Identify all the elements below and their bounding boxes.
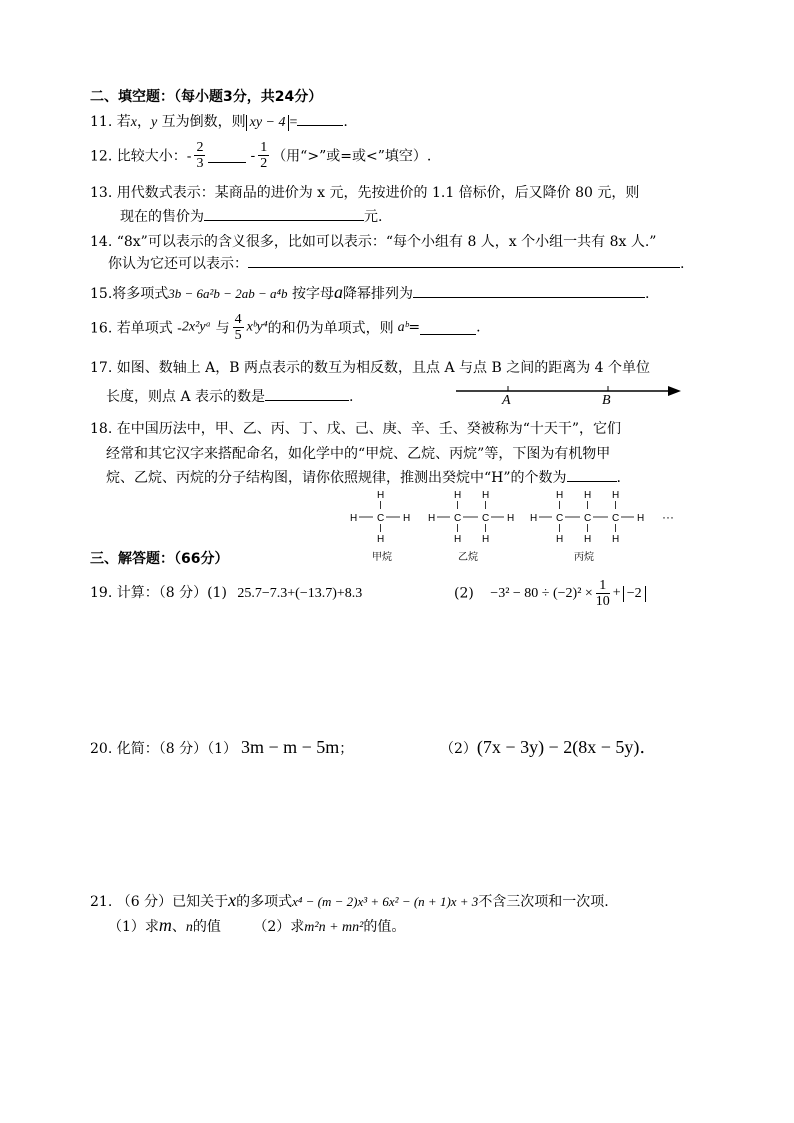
q20-expression-2: (7x − 3y) − 2(8x − 5y) [476, 737, 640, 757]
q16-eq: = [408, 319, 421, 336]
q20-prefix: 20. 化简：（8 分）（1） [90, 741, 237, 757]
q15-post: 降幂排列为 [342, 286, 413, 302]
section-fill-heading: 二、填空题：（每小题3分，共24分） [90, 89, 323, 105]
q12-prefix: 12. 比较大小：- [90, 148, 192, 165]
atom-h: H [350, 513, 358, 524]
svg-text:C: C [556, 513, 564, 524]
q11-mid: 互为倒数，则 [157, 114, 246, 130]
ethane-structure [428, 490, 514, 545]
question-18-line3 [106, 467, 621, 487]
svg-text:C: C [482, 513, 490, 524]
q20-expression-1: 3m − m − 5m [240, 737, 340, 757]
q16-frac-den: 5 [234, 328, 242, 343]
q19-expression-2: −3² − 80 ÷ (−2)² × [490, 585, 593, 601]
question-14: 14. “8x”可以表示的含义很多，比如可以表示：“每个小组有 8 人，x 个小组一共有 8x 人.” [90, 234, 657, 250]
q17-end: . [349, 389, 354, 405]
svg-text:C: C [584, 513, 592, 524]
q11-x: x [130, 115, 137, 130]
q16-answer-blank[interactable] [420, 320, 476, 335]
svg-text:H: H [612, 534, 620, 545]
q19-abs-value: −2 [623, 586, 646, 602]
q18-line3-text: 烷、乙烷、丙烷的分子结构图，请你依照规律，推测出癸烷中“H”的个数为 [106, 470, 567, 486]
svg-text:H: H [556, 490, 564, 501]
q19-plus: + [612, 585, 621, 601]
q15-letter-a: a [333, 282, 343, 302]
q16-and: 与 [215, 320, 230, 337]
q16-a-power-b: aᵇ [397, 319, 409, 335]
point-a-label: A [502, 393, 511, 408]
svg-text:H: H [530, 513, 538, 524]
alkane-structure-diagram [340, 486, 690, 566]
question-16 [90, 312, 481, 343]
q15-mid: 按字母 [291, 286, 334, 302]
svg-text:H: H [556, 534, 564, 545]
question-20-part2 [440, 737, 645, 758]
q21-sub1-prefix: （1）求 [108, 919, 159, 935]
q12-f1-den: 3 [196, 156, 204, 171]
methane-label: 甲烷 [372, 552, 392, 563]
q20-semicolon: ； [339, 741, 354, 757]
q20-end: . [639, 737, 646, 758]
q19-frac-den: 10 [595, 594, 610, 609]
question-13: 13. 用代数式表示：某商品的进价为 x 元，先按进价的 1.1 倍标价，后又降价 80 元，则 [90, 185, 640, 201]
q19-part2-label: (2) [454, 585, 474, 602]
svg-text:H: H [428, 513, 436, 524]
q13-line2-text: 现在的售价为 [120, 209, 204, 225]
svg-text:H: H [454, 490, 462, 501]
question-20 [90, 737, 353, 758]
q21-sep: 、 [171, 919, 186, 935]
q19-fraction [596, 578, 610, 609]
q16-monomial-2: xᵇy⁴ [246, 319, 268, 335]
propane-label: 丙烷 [574, 552, 594, 563]
q12-minus: - [250, 147, 256, 164]
q11-sep: ， [136, 114, 151, 130]
q14-end: . [680, 256, 685, 272]
q15-prefix: 15.将多项式 [90, 286, 169, 302]
propane-structure [530, 490, 644, 545]
q17-line2-text: 长度，则点 A 表示的数是 [106, 389, 266, 405]
q12-instruction: （用“>”或=或<”填空）. [272, 148, 432, 165]
q12-f1-num: 2 [196, 140, 204, 155]
q16-frac-num: 4 [234, 312, 242, 327]
svg-text:H: H [482, 534, 490, 545]
svg-text:H: H [637, 513, 645, 524]
q16-fraction [233, 312, 244, 343]
q11-answer-blank[interactable] [297, 111, 343, 126]
svg-text:C: C [454, 513, 462, 524]
q11-end: . [343, 114, 348, 130]
svg-text:H: H [454, 534, 462, 545]
q16-post: 的和仍为单项式，则 [267, 320, 394, 337]
number-line-diagram [452, 380, 684, 410]
q18-answer-blank[interactable] [567, 467, 617, 482]
question-17-line2 [106, 386, 353, 406]
question-21 [90, 890, 609, 911]
q16-monomial-1: 2x²yᵃ [181, 319, 212, 335]
number-line-arrow-icon [668, 386, 681, 396]
atom-h: H [377, 534, 385, 545]
q19-prefix: 19. 计算：（8 分）(1) [90, 585, 227, 601]
q13-answer-blank[interactable] [204, 206, 364, 221]
q20-part2-label: （2） [440, 741, 477, 757]
q12-f2-num: 1 [260, 140, 268, 155]
atom-h: H [403, 513, 411, 524]
question-17: 17. 如图、数轴上 A，B 两点表示的数互为相反数，且点 A 与点 B 之间的距离为 4 个单位 [90, 360, 651, 376]
svg-text:H: H [584, 490, 592, 501]
svg-text:H: H [507, 513, 515, 524]
q12-fraction-2 [258, 140, 269, 171]
q14-line2-text: 你认为它还可以表示： [108, 256, 248, 272]
q21-post: 不含三次项和一次项. [478, 894, 609, 910]
question-19-part2 [454, 578, 646, 609]
continuation-dots: ··· [662, 510, 674, 524]
q13-unit: 元. [364, 209, 383, 225]
section-solve-heading: 三、解答题：（66分） [90, 551, 229, 567]
q11-prefix: 11. 若 [90, 114, 131, 130]
question-19 [90, 582, 362, 602]
q16-prefix: 16. 若单项式 - [90, 320, 182, 337]
q17-answer-blank[interactable] [265, 386, 349, 401]
q15-end: . [644, 286, 650, 302]
q21-x: x [228, 890, 237, 910]
svg-text:H: H [482, 490, 490, 501]
q21-sub2-prefix: （2）求 [253, 919, 305, 935]
q21-prefix: 21. （6 分）已知关于 [90, 894, 229, 910]
q19-frac-num: 1 [596, 578, 610, 594]
atom-c: C [377, 513, 385, 524]
q21-expression: m²n + mn² [304, 920, 364, 935]
q15-answer-blank[interactable] [413, 283, 645, 298]
q19-expression-1: 25.7−7.3+(−13.7)+8.3 [237, 586, 363, 601]
q11-abs-expr: xy − 4 [246, 115, 290, 131]
svg-text:H: H [612, 490, 620, 501]
q12-answer-blank[interactable] [208, 148, 246, 163]
point-b-label: B [602, 393, 611, 408]
question-12 [90, 140, 431, 171]
q21-m: m [158, 915, 172, 935]
question-21-subparts [108, 915, 405, 936]
q14-answer-blank[interactable] [248, 253, 680, 268]
q15-polynomial: 3b − 6a²b − 2ab − a⁴b [168, 286, 288, 301]
q16-end: . [476, 319, 481, 336]
question-14-line2 [108, 253, 684, 273]
q18-end: . [616, 470, 621, 486]
q21-mid: 的多项式 [236, 894, 293, 910]
q12-fraction-1 [194, 140, 205, 171]
question-15 [90, 282, 649, 303]
q12-f2-den: 2 [260, 156, 268, 171]
question-18: 18. 在中国历法中，甲、乙、丙、丁、戊、己、庚、辛、壬、癸被称为“十天干”，它们 [90, 421, 622, 437]
q21-n: n [185, 920, 193, 935]
methane-structure [350, 490, 410, 545]
svg-text:H: H [584, 534, 592, 545]
question-11 [90, 111, 348, 131]
question-13-line2 [120, 206, 382, 226]
q21-sub2-suffix: 的值。 [363, 919, 406, 935]
svg-text:C: C [612, 513, 620, 524]
q21-sub1-suffix: 的值 [192, 919, 221, 935]
q21-polynomial: x⁴ − (m − 2)x³ + 6x² − (n + 1)x + 3 [292, 894, 479, 909]
q11-eq: = [289, 115, 298, 130]
question-18-line2: 经常和其它汉字来搭配命名，如化学中的“甲烷、乙烷、丙烷”等，下图为有机物甲 [106, 446, 611, 462]
ethane-label: 乙烷 [458, 552, 478, 563]
atom-h: H [377, 490, 385, 501]
q11-y: y [150, 115, 158, 130]
